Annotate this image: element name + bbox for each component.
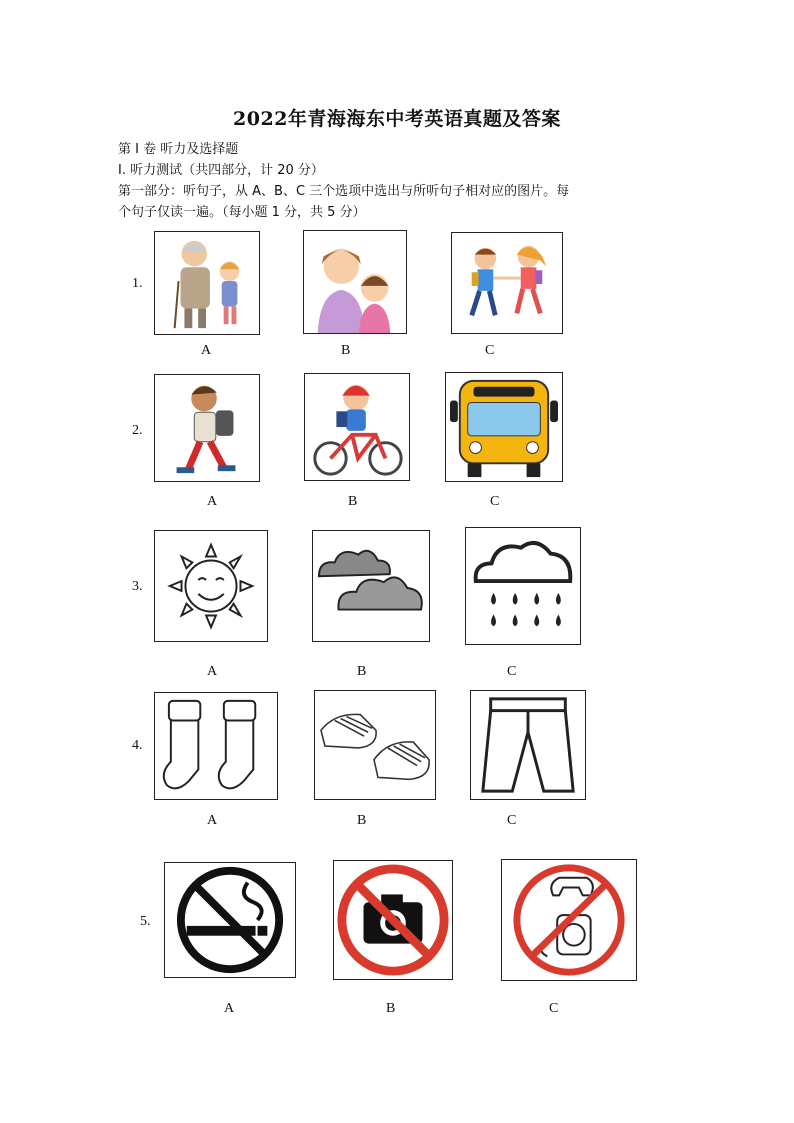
- question-number: 2.: [132, 423, 143, 438]
- option-label: C: [485, 343, 495, 358]
- option-label: A: [207, 494, 218, 509]
- option-label: B: [386, 1001, 396, 1016]
- no-photos-sign-icon[interactable]: [333, 860, 453, 980]
- no-phone-sign-icon[interactable]: [501, 859, 637, 981]
- grandmother-and-girl-icon[interactable]: [154, 231, 260, 335]
- children-walking-icon[interactable]: [451, 232, 563, 334]
- rain-cloud-icon[interactable]: [465, 527, 581, 645]
- socks-icon[interactable]: [154, 692, 278, 800]
- option-label: A: [201, 343, 212, 358]
- page-title: 2022年青海海东中考英语真题及答案: [233, 108, 561, 130]
- option-label: A: [207, 664, 218, 679]
- instructions-line-2: 个句子仅读一遍。（每小题 1 分，共 5 分）: [118, 205, 366, 220]
- option-label: C: [507, 813, 517, 828]
- question-number: 5.: [140, 914, 151, 929]
- question-number: 3.: [132, 579, 143, 594]
- option-label: B: [348, 494, 358, 509]
- section-heading: 第 I 卷 听力及选择题: [118, 142, 239, 157]
- boy-riding-bike-icon[interactable]: [304, 373, 410, 481]
- option-label: C: [507, 664, 517, 679]
- option-label: C: [490, 494, 500, 509]
- no-smoking-sign-icon[interactable]: [164, 862, 296, 978]
- option-label: C: [549, 1001, 559, 1016]
- instructions-line-1: 第一部分：听句子，从 A、B、C 三个选项中选出与所听句子相对应的图片。每: [118, 184, 570, 199]
- sneakers-icon[interactable]: [314, 690, 436, 800]
- mother-and-daughter-icon[interactable]: [303, 230, 407, 334]
- option-label: B: [357, 664, 367, 679]
- option-label: A: [207, 813, 218, 828]
- option-label: A: [224, 1001, 235, 1016]
- question-number: 4.: [132, 738, 143, 753]
- trousers-icon[interactable]: [470, 690, 586, 800]
- boy-walking-with-backpack-icon[interactable]: [154, 374, 260, 482]
- sun-icon[interactable]: [154, 530, 268, 642]
- part-heading: I. 听力测试（共四部分，计 20 分）: [118, 163, 324, 178]
- cloudy-icon[interactable]: [312, 530, 430, 642]
- school-bus-icon[interactable]: [445, 372, 563, 482]
- question-number: 1.: [132, 276, 143, 291]
- option-label: B: [341, 343, 351, 358]
- option-label: B: [357, 813, 367, 828]
